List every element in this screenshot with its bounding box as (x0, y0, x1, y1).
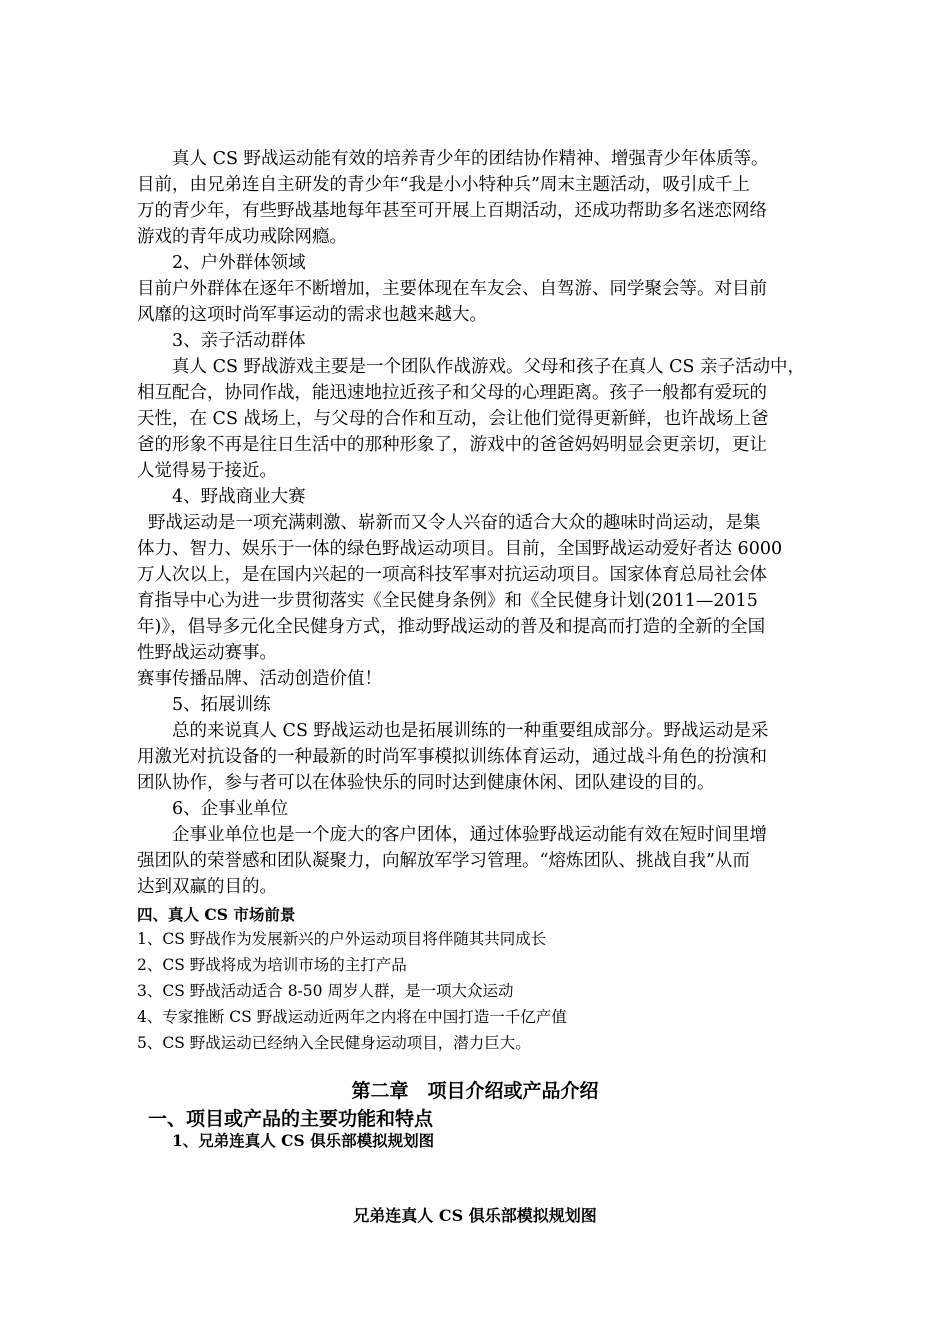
paragraph-line: 万人次以上，是在国内兴起的一项高科技军事对抗运动项目。国家体育总局社会体 (137, 565, 767, 585)
chapter-title: 第二章 项目介绍或产品介绍 (351, 1080, 599, 1102)
paragraph-line: 性野战运动赛事。 (137, 643, 277, 663)
section-heading-features: 一、项目或产品的主要功能和特点 (148, 1108, 434, 1130)
subheading-family: 3、亲子活动群体 (172, 331, 306, 351)
paragraph-line: 年)》，倡导多元化全民健身方式，推动野战运动的普及和提高而打造的全新的全国 (137, 617, 766, 637)
paragraph-line: 强团队的荣誉感和团队凝聚力，向解放军学习管理。“熔炼团队、挑战自我”从而 (137, 851, 750, 871)
paragraph-line: 体力、智力、娱乐于一体的绿色野战运动项目。目前，全国野战运动爱好者达 6000 (137, 539, 783, 559)
paragraph-line: 育指导中心为进一步贯彻落实《全民健身条例》和《全民健身计划(2011—2015 (137, 591, 758, 611)
paragraph-line: 团队协作，参与者可以在体验快乐的同时达到健康休闲、团队建设的目的。 (137, 773, 715, 793)
paragraph-line: 目前户外群体在逐年不断增加，主要体现在车友会、自驾游、同学聚会等。对目前 (137, 279, 767, 299)
paragraph-line: 游戏的青年成功戒除网瘾。 (137, 227, 347, 247)
paragraph-line: 总的来说真人 CS 野战运动也是拓展训练的一种重要组成部分。野战运动是采 (172, 721, 769, 741)
subheading-training: 5、拓展训练 (172, 695, 271, 715)
figure-caption: 兄弟连真人 CS 俱乐部模拟规划图 (353, 1206, 597, 1225)
paragraph-line: 人觉得易于接近。 (137, 461, 277, 481)
section-heading-market: 四、真人 CS 市场前景 (137, 905, 296, 924)
paragraph-line: 万的青少年，有些野战基地每年甚至可开展上百期活动，还成功帮助多名迷恋网络 (137, 201, 767, 221)
list-item: 1、CS 野战作为发展新兴的户外运动项目将伴随其共同成长 (137, 930, 547, 948)
paragraph-line: 用激光对抗设备的一种最新的时尚军事模拟训练体育运动，通过战斗角色的扮演和 (137, 747, 767, 767)
subsection-heading-plan: 1、兄弟连真人 CS 俱乐部模拟规划图 (172, 1131, 435, 1150)
paragraph-line: 天性，在 CS 战场上，与父母的合作和互动，会让他们觉得更新鲜，也许战场上爸 (137, 409, 769, 429)
list-item: 4、专家推断 CS 野战运动近两年之内将在中国打造一千亿产值 (137, 1008, 567, 1026)
list-item: 5、CS 野战运动已经纳入全民健身运动项目，潜力巨大。 (137, 1034, 531, 1052)
paragraph-line: 风靡的这项时尚军事运动的需求也越来越大。 (137, 305, 487, 325)
subheading-outdoor: 2、户外群体领域 (172, 253, 306, 273)
paragraph-line: 真人 CS 野战运动能有效的培养青少年的团结协作精神、增强青少年体质等。 (172, 149, 769, 169)
paragraph-line: 企事业单位也是一个庞大的客户团体，通过体验野战运动能有效在短时间里增 (172, 825, 767, 845)
paragraph-line: 达到双赢的目的。 (137, 877, 277, 897)
paragraph-line: 爸的形象不再是往日生活中的那种形象了，游戏中的爸爸妈妈明显会更亲切，更让 (137, 435, 767, 455)
paragraph-line: 真人 CS 野战游戏主要是一个团队作战游戏。父母和孩子在真人 CS 亲子活动中， (172, 357, 806, 377)
subheading-enterprise: 6、企事业单位 (172, 799, 289, 819)
subheading-contest: 4、野战商业大赛 (172, 487, 306, 507)
paragraph-line: 野战运动是一项充满刺激、崭新而又令人兴奋的适合大众的趣味时尚运动，是集 (148, 513, 761, 533)
paragraph-line: 相互配合，协同作战，能迅速地拉近孩子和父母的心理距离。孩子一般都有爱玩的 (137, 383, 767, 403)
paragraph-line: 赛事传播品牌、活动创造价值！ (137, 669, 382, 689)
paragraph-line: 目前，由兄弟连自主研发的青少年“我是小小特种兵”周末主题活动，吸引成千上 (137, 175, 750, 195)
list-item: 3、CS 野战活动适合 8-50 周岁人群，是一项大众运动 (137, 982, 514, 1000)
list-item: 2、CS 野战将成为培训市场的主打产品 (137, 956, 407, 974)
